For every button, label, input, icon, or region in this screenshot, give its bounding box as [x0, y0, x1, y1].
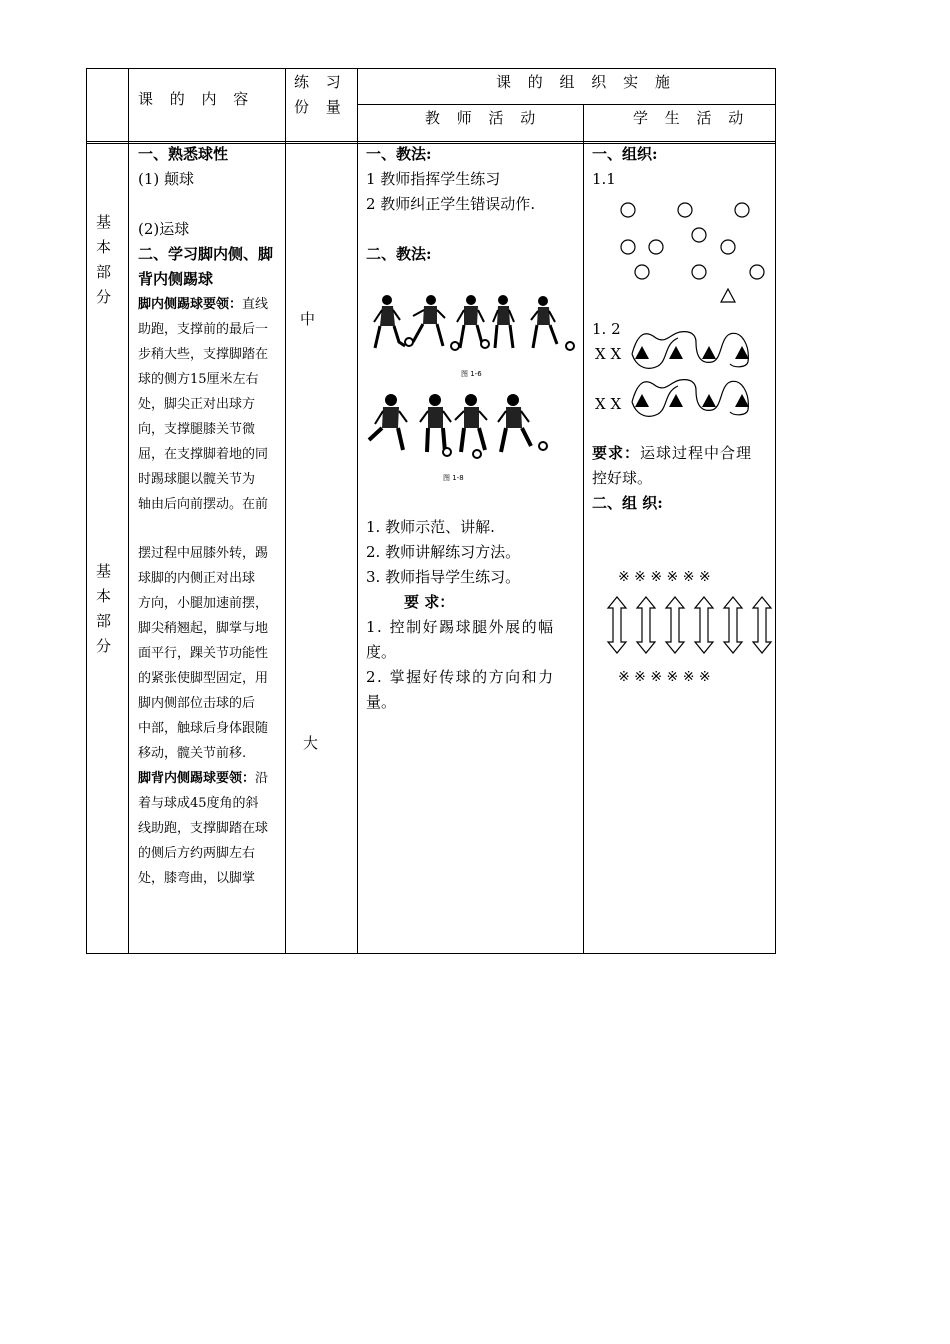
- ball-icon: [443, 448, 451, 456]
- p1-line: 球的侧方15厘米左右: [138, 372, 259, 387]
- teacher-requirement-1b: 度。: [366, 643, 397, 661]
- p3-line: 线助跑，支撑脚踏在球: [138, 821, 269, 836]
- content-heading-1: 一、熟悉球性: [138, 145, 229, 163]
- player-circle-icon: [750, 265, 764, 279]
- player-circle-icon: [692, 228, 706, 242]
- p2-line: 摆过程中屈膝外转，踢: [138, 546, 269, 561]
- teacher-step-1: 1. 教师示范、讲解.: [366, 518, 495, 536]
- double-arrow-icon: [753, 597, 771, 653]
- org-divider: [357, 104, 776, 105]
- cone-triangle-icon: [669, 394, 683, 407]
- dribble-path: [632, 332, 748, 369]
- player-figure-icon: [493, 295, 514, 348]
- content-item-1: (1) 颠球: [138, 170, 195, 188]
- slalom-row-2: [632, 380, 749, 417]
- cone-triangle-icon: [635, 346, 649, 359]
- cone-triangle-icon: [669, 346, 683, 359]
- p2-line: 面平行，踝关节功能性: [138, 646, 269, 661]
- figure-2-caption: 图 1-8: [443, 474, 464, 482]
- section-char: 基: [96, 213, 112, 231]
- player-circle-icon: [678, 203, 692, 217]
- p1-line: 屈，在支撑脚着地的同: [138, 447, 269, 462]
- player-figure-icon: [455, 394, 487, 452]
- col-divider-3: [357, 68, 358, 954]
- p3-line: 处，膝弯曲，以脚掌: [138, 871, 256, 886]
- table-border-top: [86, 68, 776, 69]
- section-char: 部: [96, 612, 112, 630]
- p1-line: 轴由后向前摆动。在前: [138, 497, 269, 512]
- teacher-line-2: 2 教师纠正学生错误动作.: [366, 195, 536, 213]
- double-arrow-icon: [608, 597, 626, 653]
- double-arrow-icon: [695, 597, 713, 653]
- cone-triangle-icon: [702, 346, 716, 359]
- table-border-left: [86, 68, 87, 954]
- col-divider-1: [128, 68, 129, 954]
- p1-line: 向，支撑腿膝关节微: [138, 422, 256, 437]
- student-label-1-2: 1. 2: [592, 320, 621, 338]
- kick-figure-1: [365, 292, 575, 378]
- p1-title: 脚内侧踢球要领：: [138, 297, 243, 312]
- header-content: 课 的 内 容: [138, 90, 255, 108]
- player-figure-icon: [531, 296, 557, 348]
- ball-icon: [481, 340, 489, 348]
- ball-icon: [451, 342, 459, 350]
- player-circle-icon: [621, 240, 635, 254]
- section-char: 部: [96, 263, 112, 281]
- section-char: 分: [96, 288, 112, 306]
- player-circle-icon: [692, 265, 706, 279]
- teacher-step-3: 3. 教师指导学生练习。: [366, 568, 521, 586]
- ball-icon: [566, 342, 574, 350]
- header-amount-line1: 练 习: [294, 73, 347, 91]
- teacher-line-1: 1 教师指挥学生练习: [366, 170, 501, 188]
- section-char: 本: [96, 587, 112, 605]
- p3-line: 着与球成45度角的斜: [138, 796, 259, 811]
- section-char: 分: [96, 637, 112, 655]
- passing-arrows: [607, 597, 777, 655]
- ball-icon: [539, 442, 547, 450]
- player-figure-icon: [374, 295, 405, 348]
- p1-line: 助跑，支撑前的最后一: [138, 322, 269, 337]
- double-arrow-icon: [637, 597, 655, 653]
- player-figure-icon: [413, 295, 445, 346]
- col-divider-2: [285, 68, 286, 954]
- student-stars-bottom: ※ ※ ※ ※ ※ ※: [618, 669, 711, 685]
- content-item-2: (2)运球: [138, 220, 190, 238]
- col-divider-4: [583, 104, 584, 954]
- student-stars-top: ※ ※ ※ ※ ※ ※: [618, 569, 711, 585]
- ball-icon: [473, 450, 481, 458]
- dribble-diagram: [624, 328, 784, 418]
- cone-triangle-icon: [635, 394, 649, 407]
- teacher-heading-1: 一、教法:: [366, 145, 432, 163]
- student-requirement-text-1: 运球过程中合理: [640, 444, 753, 462]
- p1-line: 时踢球腿以髋关节为: [138, 472, 256, 487]
- dribble-group-2-label: X X: [595, 395, 622, 413]
- player-circle-icon: [721, 240, 735, 254]
- double-arrow-icon: [666, 597, 684, 653]
- student-heading-2: 二、组 织:: [592, 494, 663, 512]
- player-figure-icon: [498, 394, 531, 452]
- header-org: 课 的 组 织 实 施: [496, 73, 676, 91]
- section-char: 本: [96, 238, 112, 256]
- player-figure-icon: [369, 394, 407, 450]
- player-circle-icon: [735, 203, 749, 217]
- p1-line: 直线: [242, 297, 269, 312]
- table-border-bottom: [86, 953, 776, 954]
- p2-line: 中部，触球后身体跟随: [138, 721, 269, 736]
- section-char: 基: [96, 562, 112, 580]
- dribble-group-1-label: X X: [595, 345, 622, 363]
- table-border-right: [775, 68, 776, 954]
- teacher-requirement-2b: 量。: [366, 693, 397, 711]
- player-figure-icon: [457, 295, 484, 348]
- header-teacher: 教 师 活 动: [425, 109, 542, 127]
- student-label-1-1: 1.1: [592, 170, 616, 188]
- student-requirement: [592, 441, 752, 466]
- player-circle-icon: [621, 203, 635, 217]
- p2-line: 脚尖稍翘起，脚掌与地: [138, 621, 269, 636]
- student-requirement-text-2: 控好球。: [592, 469, 653, 487]
- double-arrow-icon: [724, 597, 742, 653]
- slalom-row-1: [632, 332, 749, 369]
- p1-line: 处，脚尖正对出球方: [138, 397, 256, 412]
- amount-medium: 中: [300, 310, 316, 328]
- p3-line: 的侧后方约两脚左右: [138, 846, 256, 861]
- content-paragraph-2: [138, 541, 278, 891]
- kick-figure-2: [365, 392, 555, 482]
- student-requirement-title: 要求：: [592, 444, 641, 462]
- teacher-step-2: 2. 教师讲解练习方法。: [366, 543, 521, 561]
- teacher-requirement-1a: 1. 控制好踢球腿外展的幅: [366, 618, 555, 636]
- dribble-path: [632, 380, 748, 417]
- p2-line: 的紧张使脚型固定，用: [138, 671, 269, 686]
- amount-large: 大: [303, 734, 319, 752]
- content-heading-2a: 二、学习脚内侧、脚: [138, 245, 274, 263]
- header-amount-line2: 份 量: [294, 98, 347, 116]
- formation-diagram-1: [592, 195, 772, 305]
- teacher-requirement-title: 要 求：: [404, 593, 455, 611]
- teacher-requirement-2a: 2. 掌握好传球的方向和力: [366, 668, 555, 686]
- player-circle-icon: [649, 240, 663, 254]
- figure-1-caption: 图 1-6: [461, 370, 482, 378]
- p3-line: 沿: [255, 771, 269, 786]
- cone-triangle-icon: [702, 394, 716, 407]
- player-figure-icon: [420, 394, 451, 452]
- ball-icon: [405, 338, 413, 346]
- player-circle-icon: [635, 265, 649, 279]
- p2-line: 移动，髋关节前移.: [138, 746, 247, 761]
- student-heading-1: 一、组织:: [592, 145, 658, 163]
- p1-line: 步稍大些，支撑脚踏在: [138, 347, 269, 362]
- teacher-triangle-icon: [721, 289, 735, 302]
- teacher-heading-2: 二、教法:: [366, 245, 432, 263]
- content-heading-2b: 背内侧踢球: [138, 270, 214, 288]
- p3-title: 脚背内侧踢球要领：: [138, 771, 256, 786]
- p2-line: 球脚的内侧正对出球: [138, 571, 256, 586]
- p2-line: 脚内侧部位击球的后: [138, 696, 256, 711]
- header-student: 学 生 活 动: [633, 109, 750, 127]
- p2-line: 方向，小腿加速前摆，: [138, 596, 269, 611]
- content-paragraph-1: [138, 292, 278, 517]
